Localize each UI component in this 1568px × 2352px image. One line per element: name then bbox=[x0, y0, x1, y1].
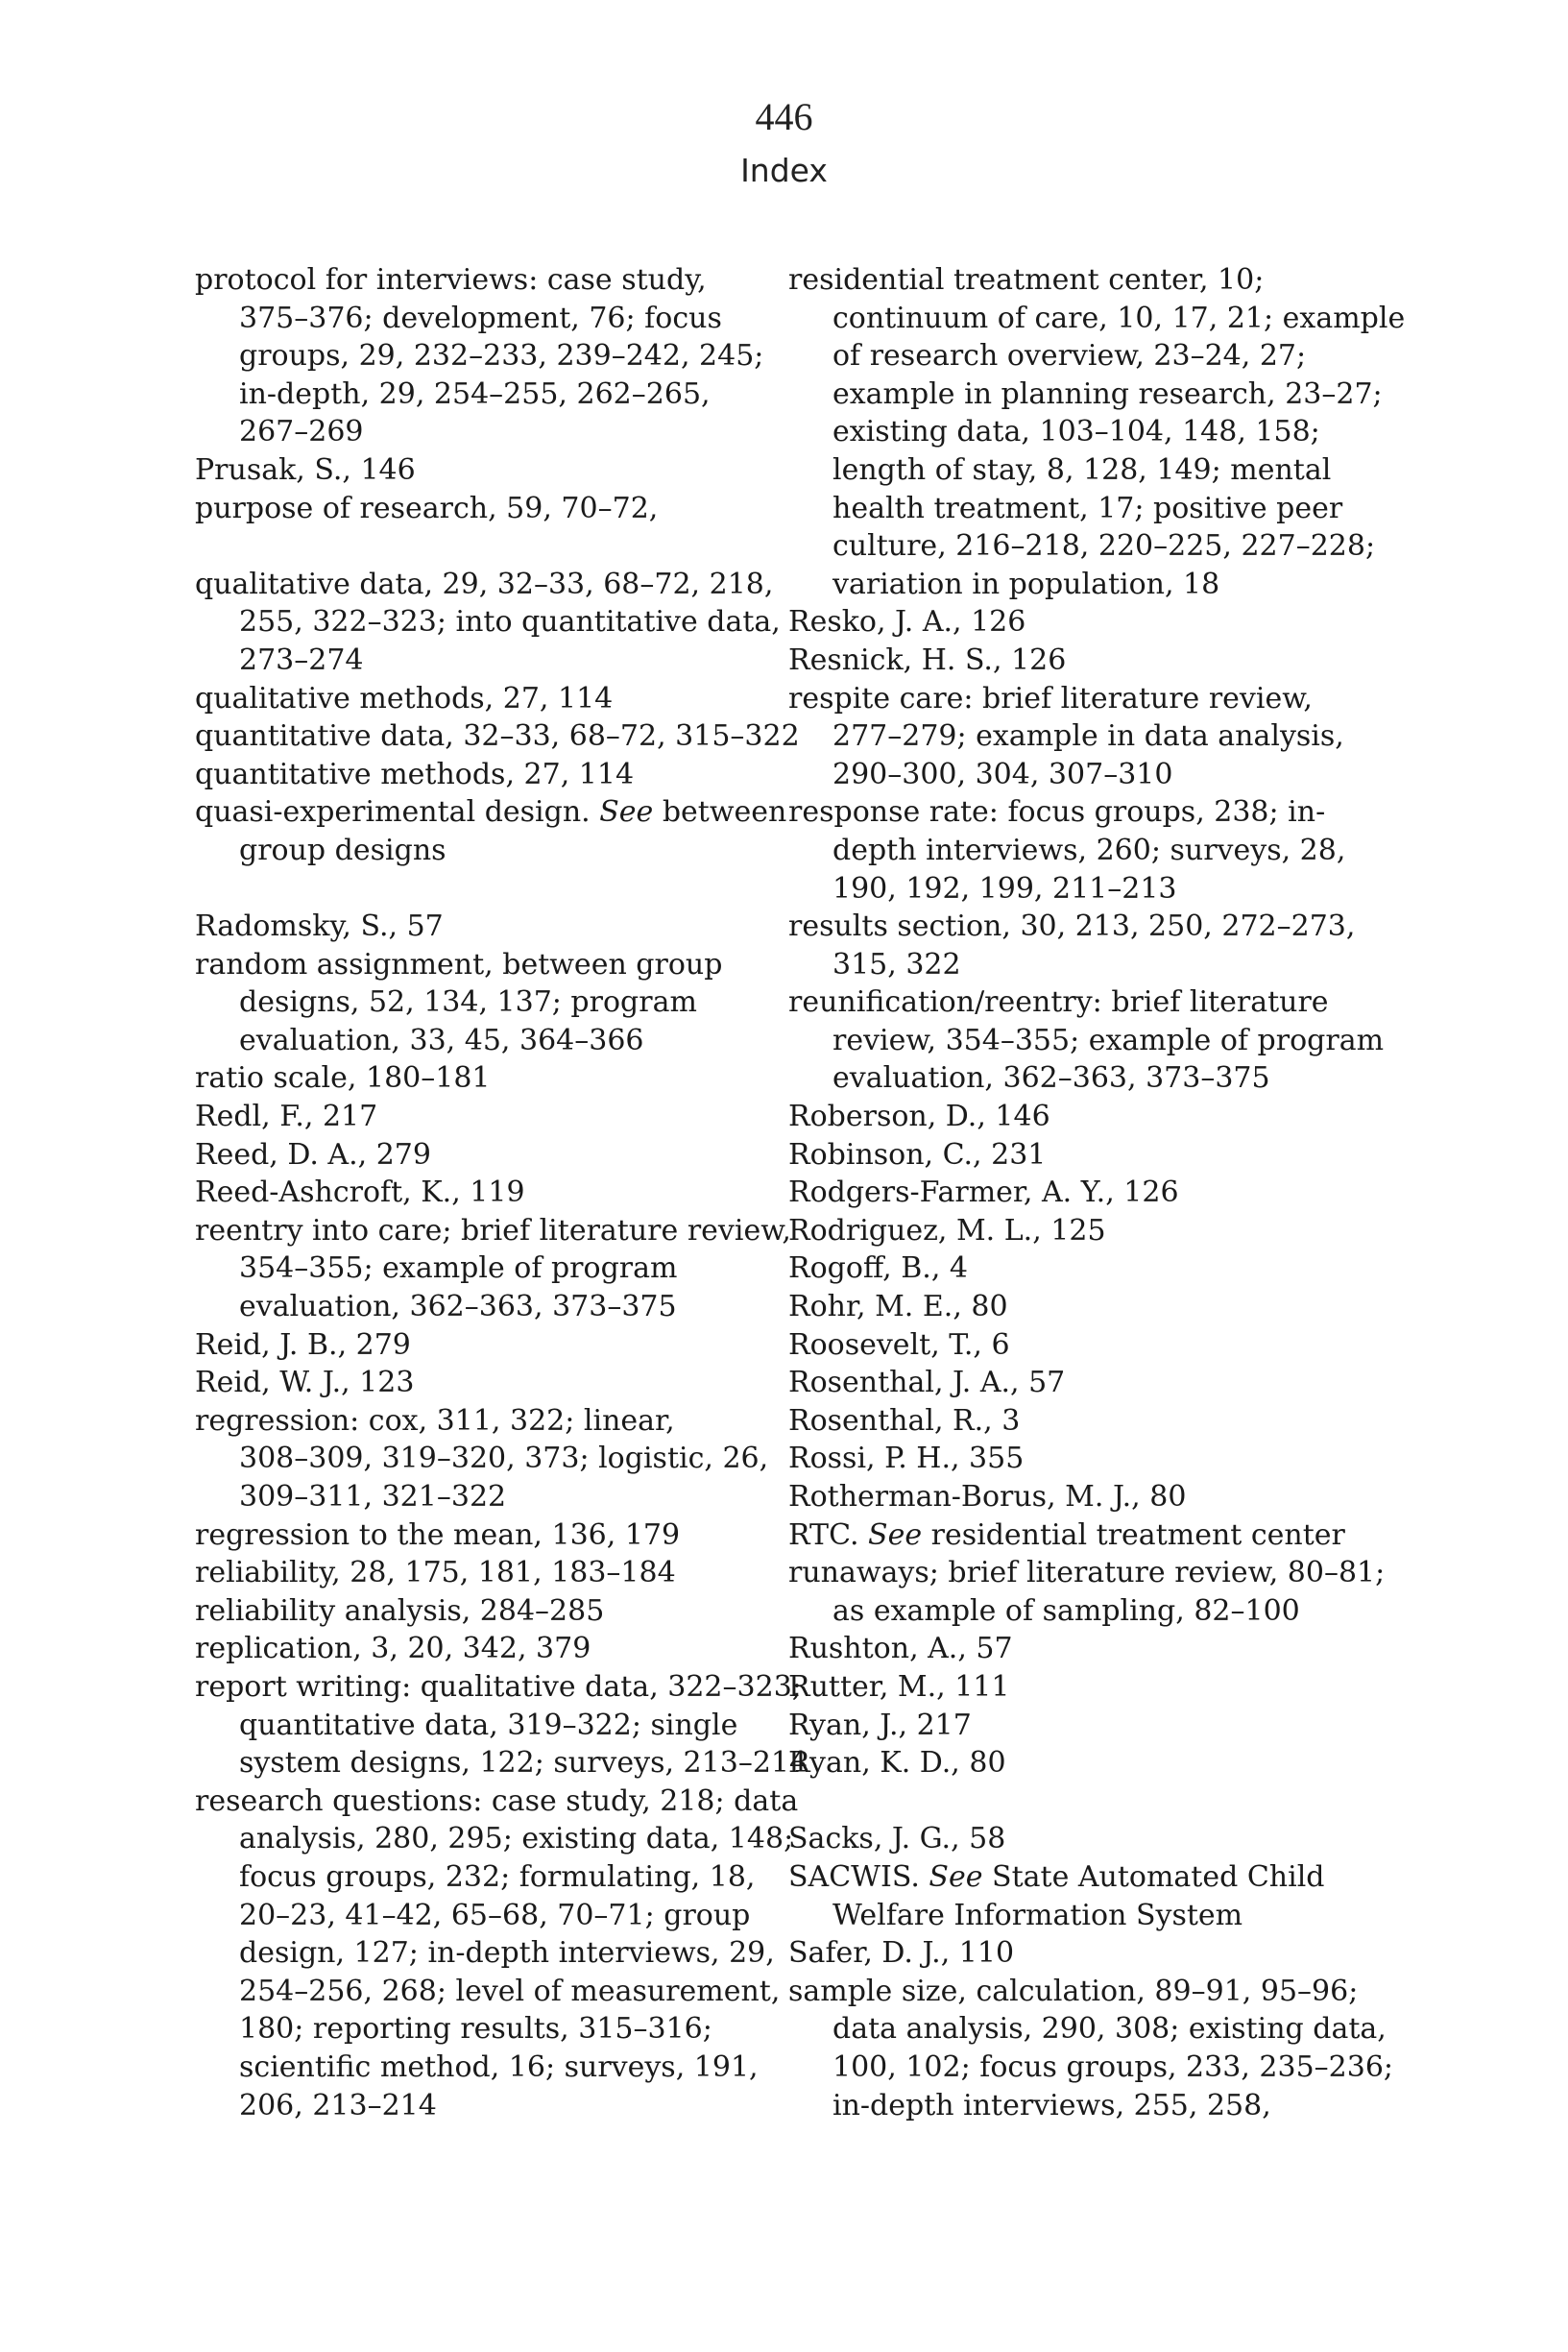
index-entry: Rossi, P. H., 355 bbox=[788, 1442, 1025, 1476]
index-entry: report writing: qualitative data, 322–323; quantitative data, 319–322; single system designs, 122; surveys, 213–214 bbox=[195, 1669, 808, 1781]
index-entry: Radomsky, S., 57 bbox=[195, 909, 444, 944]
index-entry: reliability, 28, 175, 181, 183–184 bbox=[195, 1556, 676, 1590]
index-entry: quantitative data, 32–33, 68–72, 315–322 bbox=[195, 719, 800, 754]
running-head: Index bbox=[740, 152, 828, 189]
index-entry: response rate: focus groups, 238; in- depth interviews, 260; surveys, 28, 190, 192, 199, 211–213 bbox=[788, 795, 1346, 906]
index-entry: Rotherman-Borus, M. J., 80 bbox=[788, 1480, 1187, 1514]
index-entry: Robinson, C., 231 bbox=[788, 1137, 1047, 1172]
index-entry: Rushton, A., 57 bbox=[788, 1632, 1013, 1666]
index-entry: replication, 3, 20, 342, 379 bbox=[195, 1632, 591, 1666]
index-entry: Reed-Ashcroft, K., 119 bbox=[195, 1176, 525, 1210]
index-entry: Ryan, K. D., 80 bbox=[788, 1746, 1006, 1781]
index-entry: Rodgers-Farmer, A. Y., 126 bbox=[788, 1176, 1179, 1210]
index-column-left bbox=[195, 261, 808, 2124]
index-entry: Rohr, M. E., 80 bbox=[788, 1290, 1008, 1324]
index-entry: respite care: brief literature review, 277–279; example in data analysis, 290–300, 304, 307–310 bbox=[788, 681, 1344, 791]
index-entry: reliability analysis, 284–285 bbox=[195, 1593, 605, 1628]
index-entry: Reid, W. J., 123 bbox=[195, 1366, 415, 1400]
index-entry: Roosevelt, T., 6 bbox=[788, 1327, 1010, 1362]
index-entry: Resnick, H. S., 126 bbox=[788, 643, 1067, 677]
index-entry: Reid, J. B., 279 bbox=[195, 1327, 411, 1362]
index-entry: reentry into care; brief literature review, 354–355; example of program evaluation, 362–363, 373–375 bbox=[195, 1213, 791, 1324]
index-entry: Prusak, S., 146 bbox=[195, 452, 416, 487]
index-entry: Rosenthal, R., 3 bbox=[788, 1403, 1021, 1438]
index-entry: random assignment, between group designs, 52, 134, 137; program evaluation, 33, 45, 364–366 bbox=[195, 947, 723, 1057]
index-entry: research questions: case study, 218; data analysis, 280, 295; existing data, 148; focus groups, 232; formulating, 18, 20–23, 41–42, 65–68, 70–71; group design, 127; in-depth interviews, 29, 254–256, 268; level of measurement, 180; reporting results, 315–316; scientific method, 16; surveys, 191, 206, 213–214 bbox=[195, 1783, 799, 2122]
index-entry: Ryan, J., 217 bbox=[788, 1708, 972, 1742]
index-entry: Rogoff, B., 4 bbox=[788, 1251, 968, 1286]
index-entry: quasi-experimental design. See between group designs bbox=[195, 795, 787, 867]
index-entry: Resko, J. A., 126 bbox=[788, 605, 1026, 640]
index-entry: Safer, D. J., 110 bbox=[788, 1936, 1015, 1971]
index-entry: Rodriguez, M. L., 125 bbox=[788, 1213, 1106, 1248]
letter-group-gap bbox=[195, 527, 771, 566]
letter-group-gap bbox=[788, 1782, 1364, 1821]
index-entry: results section, 30, 213, 250, 272–273, 315, 322 bbox=[788, 909, 1356, 982]
index-entry: Rutter, M., 111 bbox=[788, 1669, 1010, 1704]
index-entry: regression to the mean, 136, 179 bbox=[195, 1517, 681, 1552]
index-entry: Reed, D. A., 279 bbox=[195, 1137, 431, 1172]
index-entry: regression: cox, 311, 322; linear, 308–309, 319–320, 373; logistic, 26, 309–311, 321–322 bbox=[195, 1403, 769, 1514]
index-entry: qualitative data, 29, 32–33, 68–72, 218, 255, 322–323; into quantitative data, 273–274 bbox=[195, 567, 781, 677]
index-entry: SACWIS. See State Automated Child Welfare Information System bbox=[788, 1859, 1325, 1932]
index-entry: Redl, F., 217 bbox=[195, 1100, 378, 1134]
index-entry: Sacks, J. G., 58 bbox=[788, 1822, 1006, 1856]
page-number: 446 bbox=[755, 95, 813, 138]
index-entry: runaways; brief literature review, 80–81; as example of sampling, 82–100 bbox=[788, 1556, 1386, 1628]
index-entry: qualitative methods, 27, 114 bbox=[195, 681, 614, 715]
index-entry: sample size, calculation, 89–91, 95–96; data analysis, 290, 308; existing data, 100, 102; focus groups, 233, 235–236; in-depth interviews, 255, 258, bbox=[788, 1974, 1394, 2122]
index-entry: RTC. See residential treatment center bbox=[788, 1517, 1345, 1552]
index-entry: residential treatment center, 10; continuum of care, 10, 17, 21; example of research overview, 23–24, 27; example in planning research, 23–27; existing data, 103–104, 148, 158; length of stay, 8, 128, 149; mental health treatment, 17; positive peer culture, 216–218, 220–225, 227–228; variation in population, 18 bbox=[788, 263, 1406, 601]
index-entry: quantitative methods, 27, 114 bbox=[195, 757, 635, 791]
index-entry: Rosenthal, J. A., 57 bbox=[788, 1366, 1066, 1400]
index-entry: Roberson, D., 146 bbox=[788, 1100, 1050, 1134]
letter-group-gap bbox=[195, 870, 771, 909]
index-column-right bbox=[788, 261, 1406, 2124]
index-entry: reunification/reentry: brief literature review, 354–355; example of program evaluation, 362–363, 373–375 bbox=[788, 985, 1385, 1096]
index-entry: ratio scale, 180–181 bbox=[195, 1061, 491, 1096]
index-entry: purpose of research, 59, 70–72, bbox=[195, 491, 659, 525]
index-entry: protocol for interviews: case study, 375–376; development, 76; focus groups, 29, 232–233, 239–242, 245; in-depth, 29, 254–255, 262–265, 267–269 bbox=[195, 263, 764, 449]
